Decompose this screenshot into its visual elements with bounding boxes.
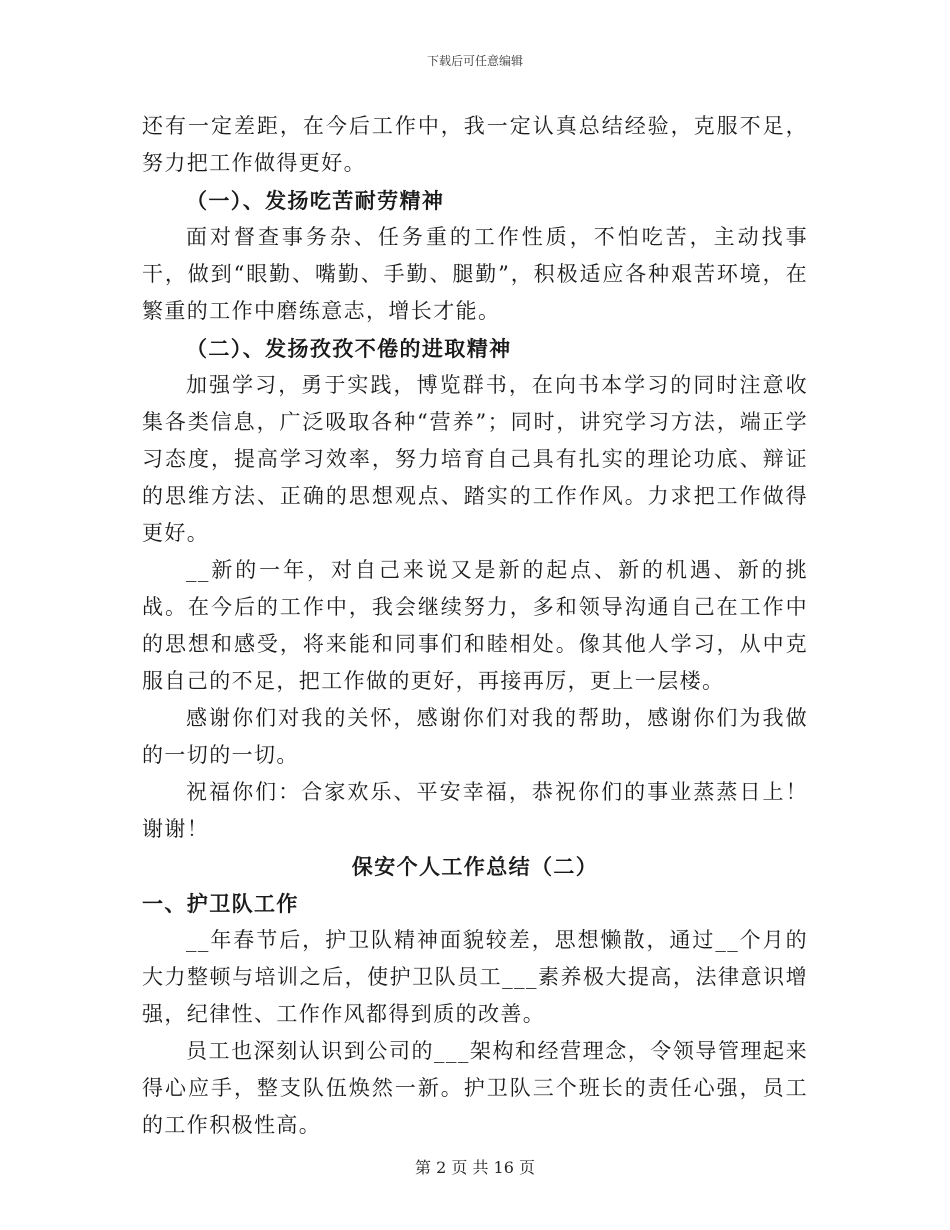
paragraph-new-year: __新的一年，对自己来说又是新的起点、新的机遇、新的挑战。在今后的工作中，我会继续努力，多和领导沟通自己在工作中的思想和感受，将来能和同事们和睦相处。像其他人学习，从中克服自己的不足，把工作做的更好，再接再厉，更上一层楼。 <box>142 558 808 693</box>
paragraph-guard-training: __年春节后，护卫队精神面貌较差，思想懒散，通过__个月的大力整顿与培训之后，使护卫队员工___素养极大提高，法律意识增强，纪律性、工作作风都得到质的改善。 <box>142 928 808 1026</box>
document-body <box>142 108 808 1144</box>
subheading-enterprising: （二）、发扬孜孜不倦的进取精神 <box>186 336 512 361</box>
paragraph-continuation: 还有一定差距，在今后工作中，我一定认真总结经验，克服不足，努力把工作做得更好。 <box>142 114 808 175</box>
heading-guard-team: 一、护卫队工作 <box>142 891 299 916</box>
paragraph-thanks: 感谢你们对我的关怀，感谢你们对我的帮助，感谢你们为我做的一切的一切。 <box>142 706 808 767</box>
page-number: 第 2 页 共 16 页 <box>415 1158 535 1177</box>
subheading-hardworking: （一）、发扬吃苦耐劳精神 <box>186 188 445 213</box>
paragraph-hardworking: 面对督查事务杂、任务重的工作性质，不怕吃苦，主动找事干，做到“眼勤、嘴勤、手勤、腿勤”，积极适应各种艰苦环境，在繁重的工作中磨练意志，增长才能。 <box>142 225 808 323</box>
paragraph-learning: 加强学习，勇于实践，博览群书，在向书本学习的同时注意收集各类信息，广泛吸取各种“营养”；同时，讲究学习方法，端正学习态度，提高学习效率，努力培育自己具有扎实的理论功底、辩证的思维方法、正确的思想观点、踏实的工作作风。力求把工作做得更好。 <box>142 373 808 545</box>
section-title: 保安个人工作总结（二） <box>351 854 599 879</box>
paragraph-guard-staff: 员工也深刻认识到公司的___架构和经营理念，令领导管理起来得心应手，整支队伍焕然一新。护卫队三个班长的责任心强，员工的工作积极性高。 <box>142 1039 808 1137</box>
page-header-note: 下载后可任意编辑 <box>426 54 523 68</box>
paragraph-wishes: 祝福你们：合家欢乐、平安幸福，恭祝你们的事业蒸蒸日上！谢谢！ <box>142 780 808 841</box>
